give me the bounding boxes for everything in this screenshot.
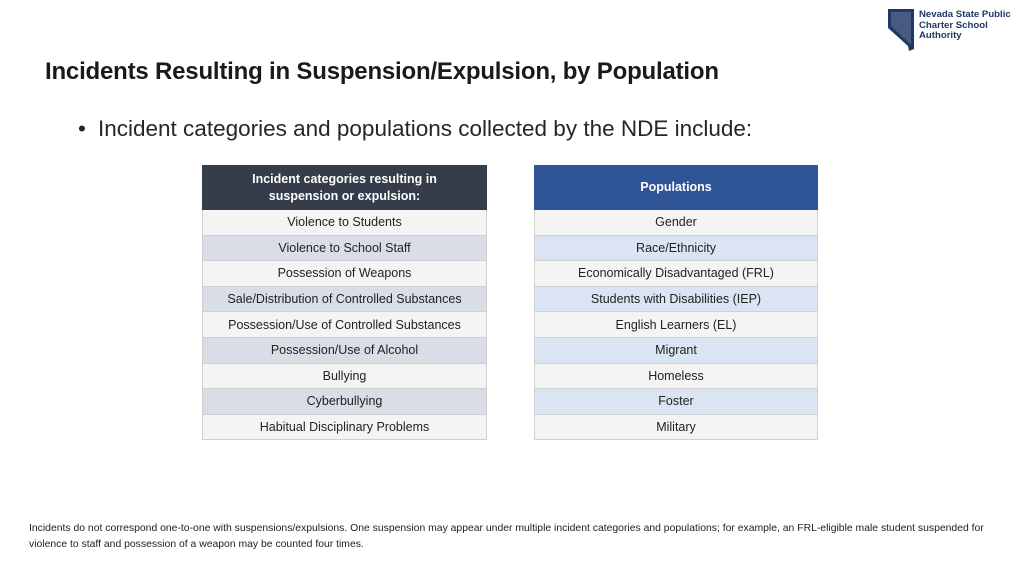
incident-row: Habitual Disciplinary Problems [203,414,487,440]
population-row: Migrant [535,337,818,363]
logo-line-1: Nevada State Public [919,9,1011,20]
authority-logo [887,8,1017,54]
incident-header-line-2: suspension or expulsion: [268,188,421,203]
incident-categories-header [203,166,487,210]
populations-header: Populations [535,166,818,210]
population-row: Race/Ethnicity [535,235,818,261]
population-row: Students with Disabilities (IEP) [535,286,818,312]
incident-header-line-1: Incident categories resulting in [252,171,437,186]
nevada-state-shape-icon [887,8,915,52]
incident-row: Possession/Use of Controlled Substances [203,312,487,338]
incident-row: Cyberbullying [203,389,487,415]
logo-line-3: Authority [919,30,962,42]
population-row: Foster [535,389,818,415]
logo-text [919,10,1011,42]
population-row: Homeless [535,363,818,389]
bullet-symbol: • [78,116,86,141]
page-title: Incidents Resulting in Suspension/Expulsion, by Population [45,58,719,85]
incident-row: Violence to Students [203,210,487,236]
population-row: Economically Disadvantaged (FRL) [535,261,818,287]
population-row: English Learners (EL) [535,312,818,338]
population-row: Military [535,414,818,440]
incident-categories-table [202,165,487,440]
incident-row: Possession of Weapons [203,261,487,287]
populations-table [534,165,818,440]
population-row: Gender [535,210,818,236]
incident-row: Bullying [203,363,487,389]
incident-row: Sale/Distribution of Controlled Substances [203,286,487,312]
incident-row: Possession/Use of Alcohol [203,337,487,363]
intro-bullet [78,116,752,142]
incident-row: Violence to School Staff [203,235,487,261]
bullet-text: Incident categories and populations collected by the NDE include: [98,116,753,141]
logo-line-2: Charter School [919,19,988,31]
footnote: Incidents do not correspond one-to-one with suspensions/expulsions. One suspension may appear under multiple incident categories and populations; for example, an FRL-eligible male student suspended for violence to staff and possession of a weapon may be counted four times. [29,523,984,550]
